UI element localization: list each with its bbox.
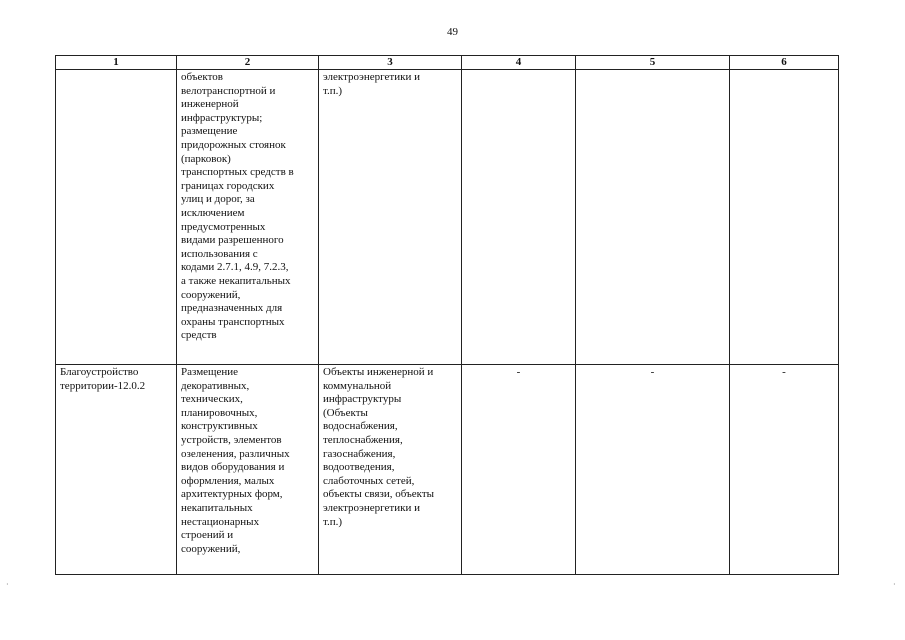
row-2-col-3: Объекты инженерной и коммунальной инфраструктуры (Объекты водоснабжения, теплоснабжения, газоснабжения, водоотведения, слаботочных сетей, объекты связи, объекты электроэнергетики и т.п.): [319, 365, 462, 575]
header-col-1: 1: [56, 56, 177, 70]
row-1-col-6: [730, 70, 839, 365]
table-row: [56, 70, 839, 365]
row-1-col-1: [56, 70, 177, 365]
row-2-col-2: Размещение декоративных, технических, планировочных, конструктивных устройств, элементов озеленения, различных видов оборудования и оформления, малых архитектурных форм, некапитальных нестационарных строений и сооружений,: [177, 365, 319, 575]
table-header-row: [56, 56, 839, 70]
header-col-2: 2: [177, 56, 319, 70]
scan-edge-mark-right: ·: [893, 580, 896, 589]
zoning-regulations-table: [55, 55, 839, 575]
scan-edge-mark-left: ·: [6, 580, 9, 589]
row-1-col-3: электроэнергетики и т.п.): [319, 70, 462, 365]
row-2-col-4: -: [462, 365, 576, 575]
row-1-col-5: [576, 70, 730, 365]
header-col-3: 3: [319, 56, 462, 70]
header-col-4: 4: [462, 56, 576, 70]
header-col-5: 5: [576, 56, 730, 70]
row-2-col-5: -: [576, 365, 730, 575]
page-number: 49: [447, 26, 458, 38]
row-1-col-2: объектов велотранспортной и инженерной инфраструктуры; размещение придорожных стоянок (парковок) транспортных средств в границах городских улиц и дорог, за исключением предусмотренных видами разрешенного использования с кодами 2.7.1, 4.9, 7.2.3, а также некапитальных сооружений, предназначенных для охраны транспортных средств: [177, 70, 319, 365]
row-2-col-1: Благоустройство территории-12.0.2: [56, 365, 177, 575]
header-col-6: 6: [730, 56, 839, 70]
table-row: [56, 365, 839, 575]
row-2-col-6: -: [730, 365, 839, 575]
row-1-col-4: [462, 70, 576, 365]
